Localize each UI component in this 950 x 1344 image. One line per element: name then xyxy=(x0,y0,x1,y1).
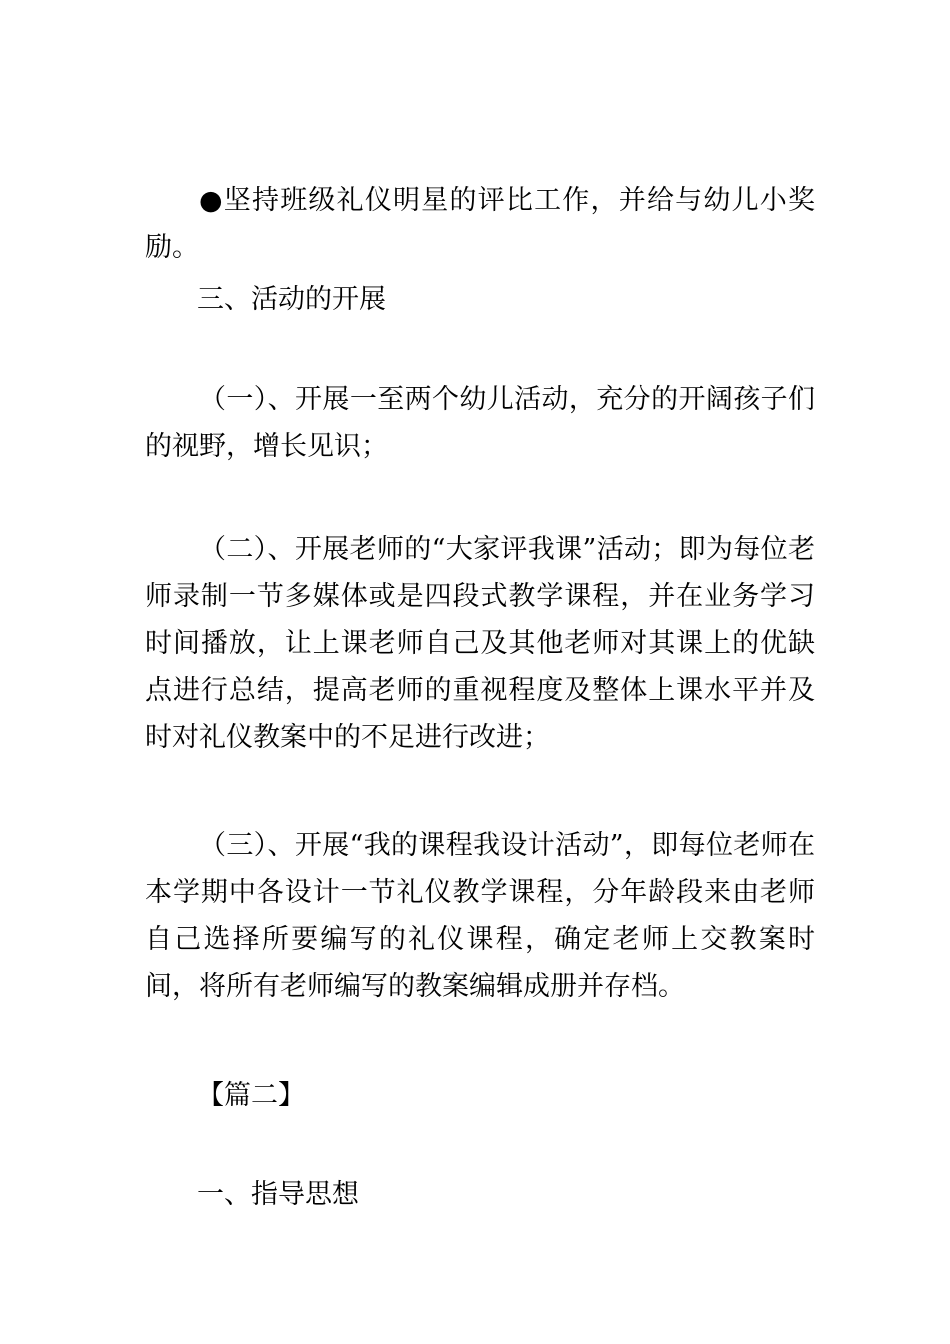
bullet-paragraph: ●坚持班级礼仪明星的评比工作，并给与幼儿小奖励。 xyxy=(145,185,815,263)
section-heading: 三、活动的开展 xyxy=(197,284,386,315)
section-heading-guiding: 一、指导思想 xyxy=(197,1179,359,1210)
paragraph-item-1: （一）、开展一至两个幼儿活动，充分的开阔孩子们的视野，增长见识； xyxy=(145,384,815,462)
paragraph-item-3: （三）、开展“我的课程我设计活动”，即每位老师在本学期中各设计一节礼仪教学课程，分年龄段来由老师自己选择所要编写的礼仪课程，确定老师上交教案时间，将所有老师编写的教案编辑成册并存档。 xyxy=(145,830,815,1002)
part-heading: 【篇二】 xyxy=(197,1080,305,1111)
paragraph-item-2: （二）、开展老师的“大家评我课”活动；即为每位老师录制一节多媒体或是四段式教学课程，并在业务学习时间播放，让上课老师自己及其他老师对其课上的优缺点进行总结，提高老师的重视程度及整体上课水平并及时对礼仪教案中的不足进行改进； xyxy=(145,534,815,753)
